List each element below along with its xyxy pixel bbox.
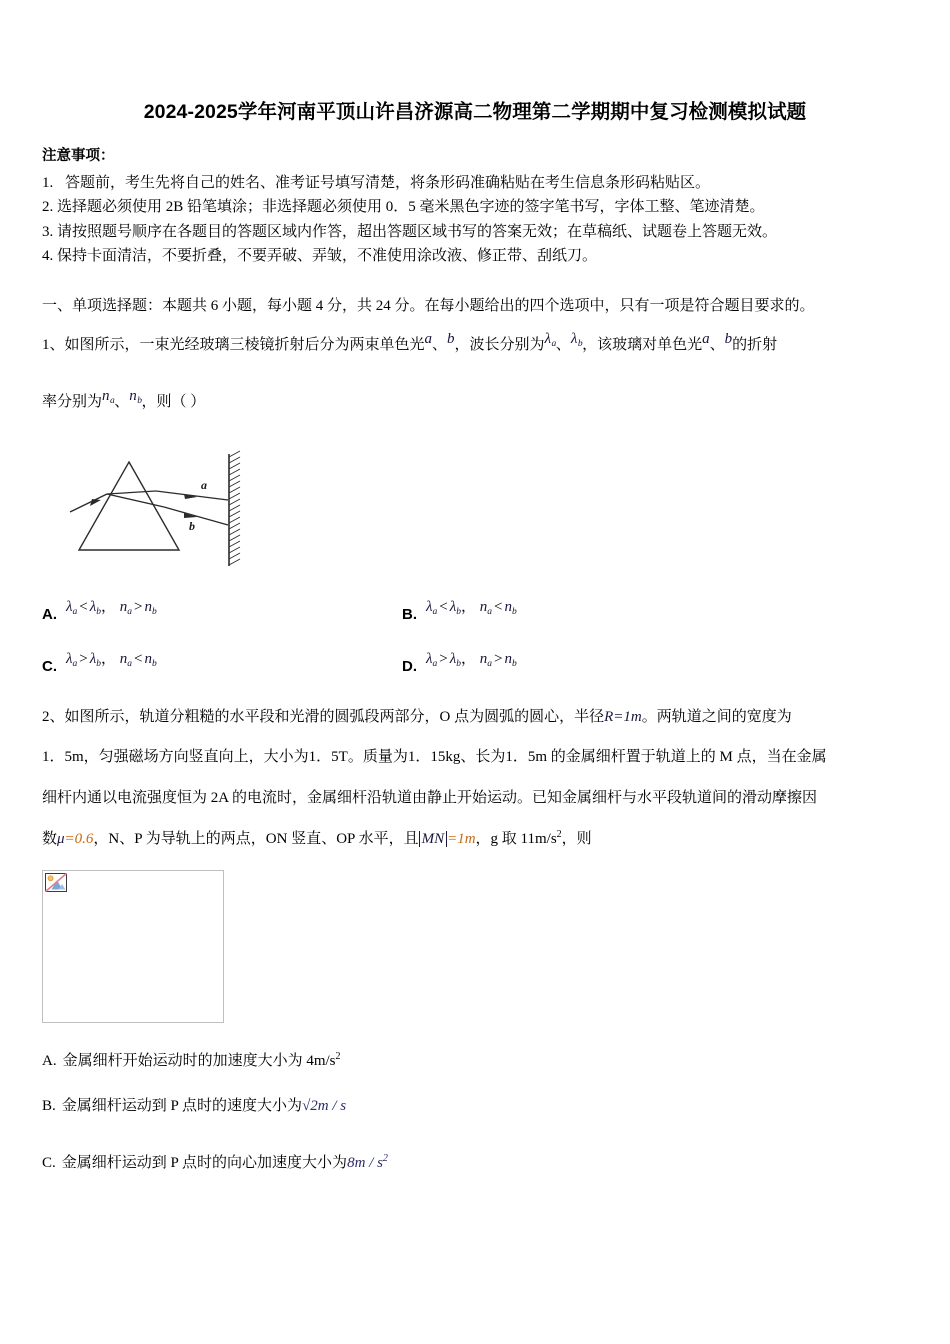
q2-mu-var: μ [57,830,65,847]
prism-triangle [79,462,179,550]
notice-heading: 注意事项： [42,148,115,165]
page-title: 2024-2025学年河南平顶山许昌济源高二物理第二学期期中复习检测模拟试题 [143,101,807,123]
q2-option-b-text: 金属细杆运动到 P 点时的速度大小为 [61,1097,303,1114]
q1-sep-4: 、 [114,394,130,410]
incident-ray-arrow [90,499,101,506]
option-a-letter: A. [42,605,57,623]
notice-text: 选择题必须使用 2B 铅笔填涂；非选择题必须使用 0．5 毫米黑色字迹的签字笔书写，字体工整、笔迹清楚。 [57,199,765,216]
q1-stem-part1: 1、如图所示，一束光经玻璃三棱镜折射后分为两束单色光 [42,337,425,354]
option-c[interactable] [42,652,402,674]
question-2-figure-placeholder [42,870,224,1023]
internal-ray-a [107,491,156,494]
notice-text: 请按照题号顺序在各题目的答题区域内作答，超出答题区域书写的答案无效；在草稿纸、试题卷上答题无效。 [57,223,778,240]
q2-option-a-sup: 2 [335,1051,341,1063]
q1-stem-part4: 的折射 [732,337,778,354]
q2-option-c-letter: C. [42,1155,56,1172]
q1-sep-2: 、 [555,337,571,354]
q1-lambda-a: $\lambda_a$ [544,331,557,350]
q2-line1-post: 。两轨道之间的宽度为 [641,708,792,725]
q2-option-c-math: 8m / s [347,1155,383,1172]
notice-item-3 [42,220,908,244]
option-c-math: $\lambda_a > \lambda_b$， $n_a < n_b$ [66,650,157,669]
ray-label-b: b [189,518,195,533]
q2-radius-var: R [604,708,614,725]
section-heading: 一、单项选择题：本题共 6 小题，每小题 4 分，共 24 分。在每小题给出的四个选项中，只有一项是符合题目要求的。 [42,298,815,315]
emergent-ray-b [164,507,228,525]
notice-item-4 [42,244,908,268]
question-2-line-3: 细杆内通以电流强度恒为 2A 的电流时，金属细杆沿轨道由静止开始运动。已知金属细杆与水平段轨道间的滑动摩擦因 [42,790,818,807]
q2-mn-abs: MN [419,831,448,847]
q1-var-b2: b [724,331,733,348]
q2-option-c-text: 金属细杆运动到 P 点时的向心加速度大小为 [61,1155,348,1172]
option-b-math: $\lambda_a < \lambda_b$， $n_a < n_b$ [426,598,517,617]
q1-n-b: $n_b$ [129,388,143,406]
q1-line2-pre: 率分别为 [42,394,103,410]
q1-stem-part3: ，该玻璃对单色光 [582,337,703,354]
q2-option-a-letter: A. [42,1053,57,1070]
option-b[interactable] [402,600,517,622]
q2-option-a[interactable] [42,1049,908,1073]
q2-line4-end: ，则 [561,830,592,847]
q2-option-b-math: √2m / s [302,1097,347,1114]
q2-option-b[interactable] [42,1095,908,1118]
q2-line4-post: ，g 取 11m/s [475,830,557,847]
q2-mn-val: =1m [447,830,476,847]
option-c-letter: C. [42,657,57,675]
notice-number: 4. [42,248,54,265]
notice-number: 2. [42,199,54,216]
q1-line2-post: ，则（ ） [141,394,206,410]
emergent-ray-a [156,491,228,500]
q2-line4-mid: ，N、P 为导轨上的两点，ON 竖直、OP 水平，且 [93,830,419,847]
prism-refraction-figure [60,450,320,570]
internal-ray-b [107,494,164,507]
q2-radius-val: =1m [613,708,642,725]
q1-var-a2: a [702,331,710,348]
q2-line4-pre: 数 [42,830,58,847]
notice-text: 答题前，考生先将自己的姓名、准考证号填写清楚，将条形码准确粘贴在考生信息条形码粘贴区。 [65,175,711,192]
option-d-math: $\lambda_a > \lambda_b$， $n_a > n_b$ [426,650,517,669]
q2-line4-sup: 2 [556,828,562,840]
q1-var-b: b [447,331,455,348]
notice-text: 保持卡面清洁，不要折叠，不要弄破、弄皱，不准使用涂改液、修正带、刮纸刀。 [57,248,598,265]
q2-option-b-letter: B. [42,1097,56,1114]
question-2-options [42,1049,908,1175]
notice-item-2 [42,195,908,219]
q1-var-a: a [424,331,433,348]
option-row-ab [42,600,908,622]
option-a[interactable] [42,600,402,622]
q1-sep-1: 、 [432,337,448,354]
q1-n-a: $n_a$ [102,388,115,406]
q1-stem-part2: ，波长分别为 [454,337,545,354]
q1-sep-3: 、 [709,337,725,354]
option-b-letter: B. [402,605,417,623]
question-2-line-1 [42,704,908,731]
question-1-stem [42,332,908,359]
question-1-options [42,600,908,674]
prism-diagram-svg [60,450,320,570]
broken-image-icon [45,873,67,892]
ray-label-a: a [201,477,207,492]
notice-number: 3. [42,223,54,240]
option-d-letter: D. [402,657,417,675]
q2-option-c-math-sup: 2 [382,1153,388,1165]
option-row-cd [42,652,908,674]
option-a-math: $\lambda_a < \lambda_b$， $n_a > n_b$ [66,598,157,617]
option-d[interactable] [402,652,517,674]
q2-option-a-text: 金属细杆开始运动时的加速度大小为 4m/s [62,1053,336,1070]
q1-lambda-b: $\lambda_b$ [570,331,583,350]
notice-number: 1. [42,175,54,192]
q2-line1-pre: 2、如图所示，轨道分粗糙的水平段和光滑的圆弧段两部分，O 点为圆弧的圆心，半径 [42,708,605,725]
question-1-stem-line2 [42,389,908,416]
screen-hatching [229,451,240,565]
notice-item-1 [42,171,908,195]
question-2-line-2: 1．5m，匀强磁场方向竖直向上，大小为1．5T。质量为1．15kg、长为1．5m 的金属细杆置于轨道上的 M 点，当在金属 [42,749,827,766]
question-2-line-4 [42,826,908,853]
q2-option-c[interactable] [42,1151,908,1175]
q2-mu-val: =0.6 [64,830,94,847]
